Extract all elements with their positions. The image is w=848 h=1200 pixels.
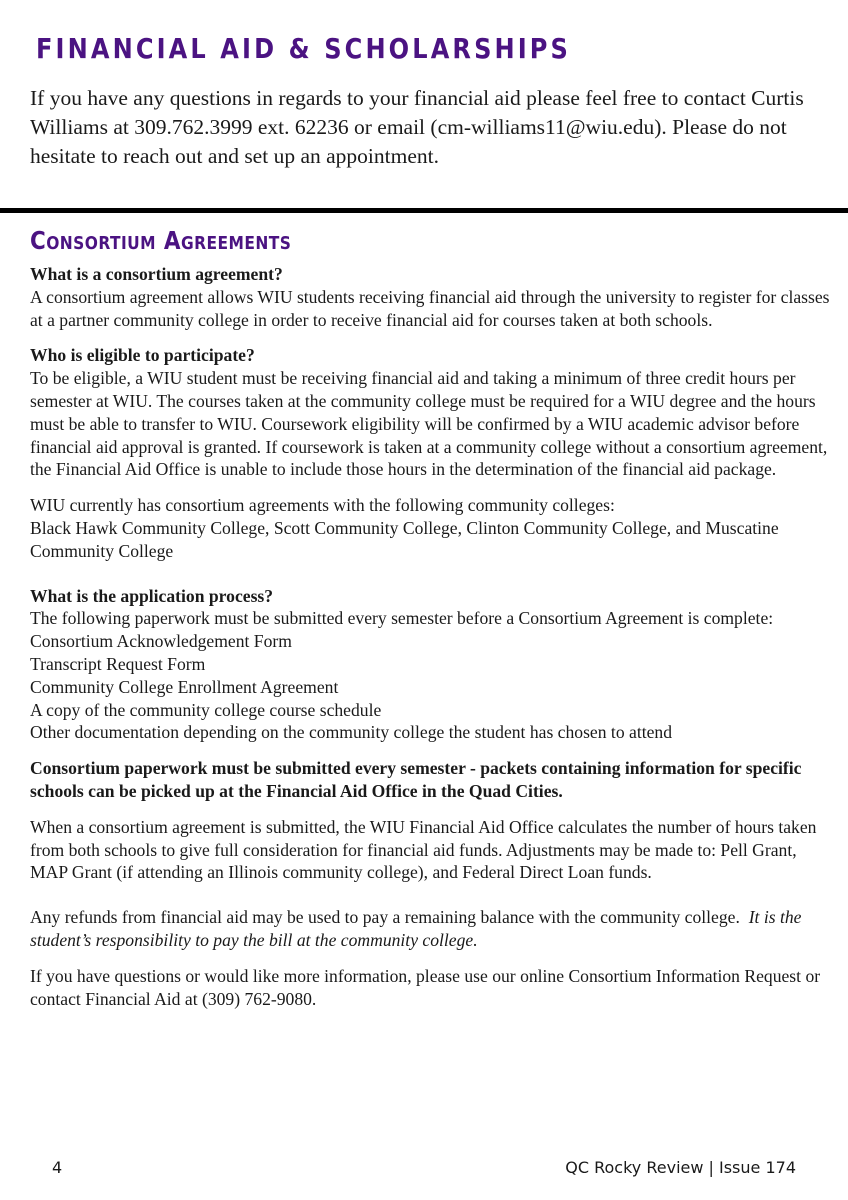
list-item: A copy of the community college course schedule bbox=[30, 699, 382, 720]
paperwork-notice: Consortium paperwork must be submitted every semester - packets containing information for specific schools can be picked up at the Financial Aid Office in the Quad Cities. bbox=[30, 758, 802, 801]
list-item: Community College Enrollment Agreement bbox=[30, 676, 339, 697]
page-number: 4 bbox=[52, 1158, 63, 1177]
refunds-text: Any refunds from financial aid may be used to pay a remaining balance with the community college. bbox=[30, 907, 740, 928]
answer-text: To be eligible, a WIU student must be receiving financial aid and taking a minimum of three credit hours per semester at WIU. The courses taken at the community college must be required for a WIU degree and the hours must be able to transfer to WIU. Coursework eligibility will be confirmed by a WIU academic advisor before financial aid approval is granted. If coursework is taken at a community college without a consortium agreement, the Financial Aid Office is unable to include those hours in the determination of the financial aid package. bbox=[30, 368, 828, 480]
partner-colleges bbox=[30, 494, 830, 562]
faq-application bbox=[30, 585, 830, 745]
colleges-intro: WIU currently has consortium agreements with the following community colleges: bbox=[30, 495, 615, 516]
answer-text: The following paperwork must be submitted every semester before a Consortium Agreement is complete: bbox=[30, 608, 774, 629]
section-title: Consortium Agreements bbox=[30, 226, 292, 255]
intro-paragraph: If you have any questions in regards to your financial aid please feel free to contact Curtis Williams at 309.762.3999 ext. 62236 or email (cm-williams11@wiu.edu). Please do not hesitate to reach out and set up an appointment. bbox=[30, 86, 804, 168]
list-item: Consortium Acknowledgement Form bbox=[30, 631, 292, 652]
list-item: Transcript Request Form bbox=[30, 653, 206, 674]
page-title: FINANCIAL AID & SCHOLARSHIPS bbox=[36, 32, 572, 65]
faq-eligibility bbox=[30, 344, 830, 481]
refunds-paragraph bbox=[30, 906, 830, 952]
question-heading: What is a consortium agreement? bbox=[30, 264, 283, 284]
list-item: Other documentation depending on the community college the student has chosen to attend bbox=[30, 722, 673, 743]
section-divider bbox=[0, 208, 848, 213]
contact-paragraph: If you have questions or would like more information, please use our online Consortium Information Request or contact Financial Aid at (309) 762-9080. bbox=[30, 965, 821, 1009]
faq-what-is bbox=[30, 263, 830, 331]
refunds-emphasis: It is the student’s responsibility to pay the bill at the community college. bbox=[30, 907, 802, 950]
question-heading: Who is eligible to participate? bbox=[30, 345, 255, 366]
question-heading: What is the application process? bbox=[30, 585, 274, 606]
calculation-paragraph: When a consortium agreement is submitted, the WIU Financial Aid Office calculates the number of hours taken from both schools to give full consideration for financial aid funds. Adjustments may be made to: Pell Grant, MAP Grant (if attending an Illinois community college), and Federal Direct Loan funds. bbox=[30, 816, 817, 883]
article-body bbox=[30, 263, 830, 1023]
answer-text: A consortium agreement allows WIU students receiving financial aid through the university to register for classes at a partner community college in order to receive financial aid for courses taken at both schools. bbox=[30, 286, 830, 330]
colleges-list: Black Hawk Community College, Scott Community College, Clinton Community College, and Muscatine Community College bbox=[30, 517, 779, 561]
publication-issue: QC Rocky Review | Issue 174 bbox=[565, 1158, 796, 1177]
